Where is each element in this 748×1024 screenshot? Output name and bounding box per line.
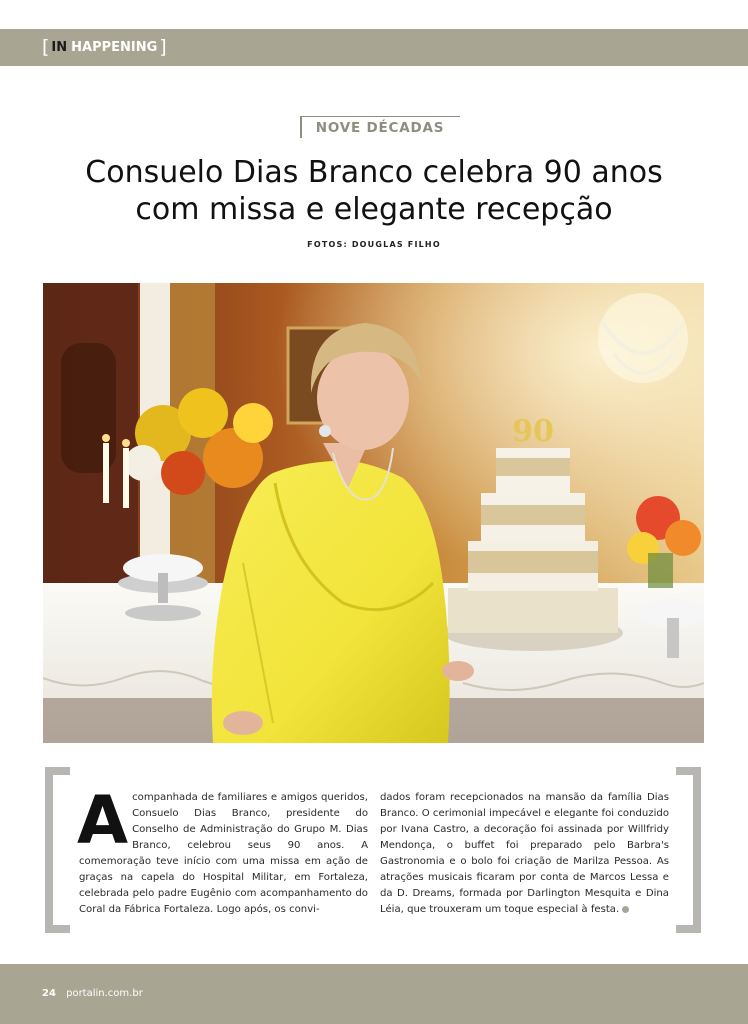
end-mark-icon xyxy=(622,906,629,913)
section-prefix: IN xyxy=(51,39,68,55)
article-kicker xyxy=(300,116,460,140)
body-column-right xyxy=(380,790,669,918)
page-footer xyxy=(0,964,748,1024)
page-number: 24 xyxy=(42,988,56,999)
page-title xyxy=(20,154,728,228)
site-link[interactable]: portalin.com.br xyxy=(66,988,143,999)
cake-topper: 90 xyxy=(512,414,554,449)
kicker-text: NOVE DÉCADAS xyxy=(315,120,445,136)
body-text-right: dados foram recepcionados na mansão da família Dias Branco. O cerimonial impecável e elegante foi conduzido por Ivana Castro, a decoração foi assinada por Willfridy Mendonça, o buffet foi preparado pelo Barbra's Gastronomia e o bolo foi criação de Marilza Pessoa. As atrações musicais ficaram por conta de Marcos Lessa e da D. Dreams, formada por Darlington Mesquita e Dina Léia, que trouxeram um toque especial à festa. xyxy=(380,792,669,915)
text-bracket-right xyxy=(676,767,701,933)
body-text-left: companhada de familiares e amigos queridos, Consuelo Dias Branco, presidente do Conselho de Administração do Grupo M. Dias Branco, celebrou seus 90 anos. A comemoração teve início com uma missa em ação de graças na capela do Hospital Militar, em Fortaleza, celebrada pelo padre Eugênio com acompanhamento do Coral da Fábrica Fortaleza. Logo após, os convi- xyxy=(79,792,368,915)
article-photo xyxy=(43,283,704,743)
folio xyxy=(42,988,143,999)
bracket-close-icon: ] xyxy=(159,35,167,58)
chandelier xyxy=(598,293,688,383)
section-name: HAPPENING xyxy=(71,39,158,55)
bracket-open-icon: [ xyxy=(42,35,50,58)
section-header-bar xyxy=(0,29,748,66)
text-bracket-left xyxy=(45,767,70,933)
body-column-left xyxy=(77,782,368,918)
headline-line-1: Consuelo Dias Branco celebra 90 anos xyxy=(85,155,663,190)
drop-cap: A xyxy=(77,782,129,859)
section-tag xyxy=(42,37,167,57)
party-photo-illustration xyxy=(43,283,704,743)
photo-credit: FOTOS: DOUGLAS FILHO xyxy=(307,240,441,249)
headline-line-2: com missa e elegante recepção xyxy=(135,192,613,227)
